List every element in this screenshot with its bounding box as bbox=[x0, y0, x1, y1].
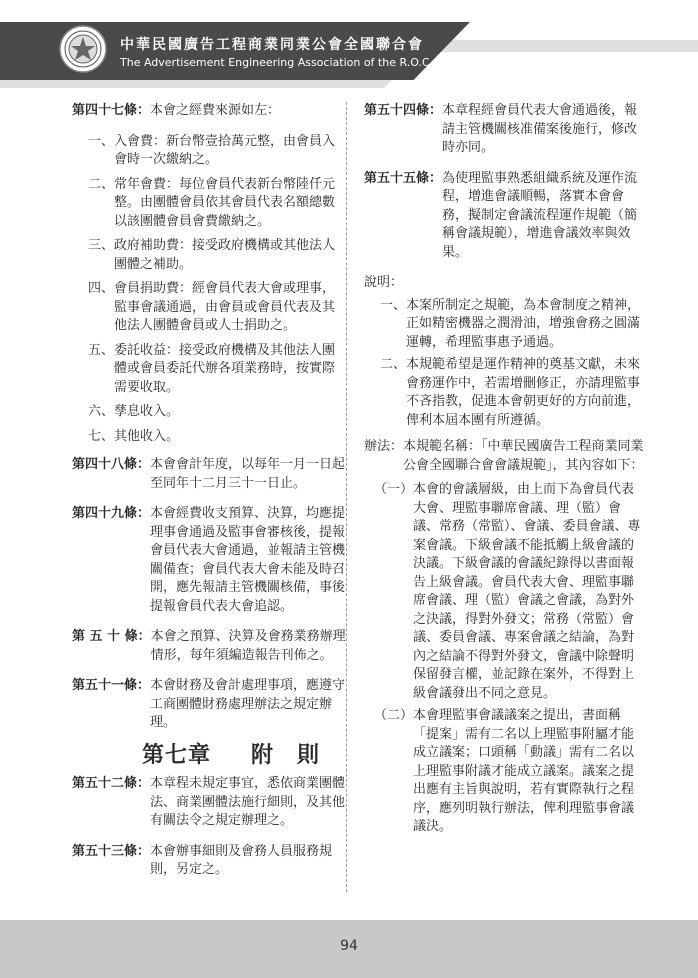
article-title: 第五十四條 bbox=[364, 103, 430, 118]
article-title: 第五十三條 bbox=[72, 843, 138, 859]
article-title: 第四十七條 bbox=[72, 103, 138, 118]
left-column bbox=[72, 102, 348, 892]
chapter-heading bbox=[142, 742, 348, 768]
article-body: 本會財務及會計處理事項，應遵守工商團體財務處理辦法之規定辦理。 bbox=[150, 678, 346, 730]
method-intro: 本規範名稱：「中華民國廣告工程商業同業公會全國聯合會會議規範」，其內容如下： bbox=[403, 439, 644, 473]
article-title: 第四十八條 bbox=[72, 457, 138, 472]
article-body: 為使理監事熟悉組織系統及運作流程，增進會議順暢，落實本會會務，擬制定會議流程運作規範（簡稱會議規範），增進會議效率與效果。 bbox=[442, 170, 638, 260]
chapter-name: 附 則 bbox=[251, 742, 321, 768]
list-item: 五、 委託收益：接受政府機構及其他法人團體或會員委託代辦各項業務時，按實際需要收取。 bbox=[88, 342, 336, 395]
list-item: 一、 入會費：新台幣壹拾萬元整，由會員入會時一次繳納之。 bbox=[88, 133, 336, 167]
list-item: 三、 政府補助費：接受政府機構或其他法人團體之補助。 bbox=[88, 238, 336, 272]
article-body: 本會經費收支預算、決算，均應提理事會通過及監事會審核後，提報會員代表大會通過，並報請主管機關備查；會員代表大會未能及時召開，應先報請主管機關核備，事後提報會員代表大會追認。 bbox=[150, 506, 346, 614]
article-50: 第 五 十 條 ： 本會之預算、決算及會務業務辦理情形，每年須編造報告刊佈之。 bbox=[72, 628, 348, 665]
article-body: 本章程經會員代表大會通過後，報請主管機關核准備案後施行，修改時亦同。 bbox=[442, 103, 638, 155]
right-column bbox=[364, 102, 644, 841]
chapter-number: 第七章 bbox=[142, 742, 212, 768]
list-item: 四、 會員捐助費：經會員代表大會或理事，監事會議通過，由會員或會員代表及其他法人團體會員或人士捐助之。 bbox=[88, 281, 336, 333]
page-number: 94 bbox=[340, 938, 358, 954]
article-body: 本會之預算、決算及會務業務辦理情形，每年須編造報告刊佈之。 bbox=[150, 629, 346, 663]
list-item: 六、 孳息收入。 bbox=[88, 404, 180, 419]
method-heading: 辦法： bbox=[364, 439, 404, 454]
article-54: 第五十四條 ： 本章程經會員代表大會通過後，報請主管機關核准備案後施行，修改時亦同。 bbox=[364, 102, 644, 158]
page-footer bbox=[0, 920, 698, 978]
list-item: 一、 本案所制定之規範，為本會制度之精神，正如精密機器之潤滑油，增強會務之圓滿運轉，希理監事惠予通過。 bbox=[380, 297, 641, 350]
association-name-en: The Advertisement Engineering Association of the R.O.C, bbox=[120, 56, 434, 69]
article-53: 第五十三條 ： 本會辦事細則及會務人員服務規則，另定之。 bbox=[72, 843, 348, 880]
list-item: 二、 本規範希望是運作精神的奠基文獻，未來會務運作中，若需增刪修正，亦請理監事不吝指教，促進本會朝更好的方向前進，俾利本屆本團有所遵循。 bbox=[380, 357, 641, 428]
association-logo-icon bbox=[58, 24, 108, 74]
page-header bbox=[0, 0, 698, 82]
article-49: 第四十九條 ： 本會經費收支預算、決算，均應提理事會通過及監事會審核後，提報會員代表大會通過，並報請主管機關備查；會員代表大會未能及時召開，應先報請主管機關核備，事後提報會員代表大會追認。 bbox=[72, 505, 348, 616]
article-48: 第四十八條 ： 本會會計年度，以每年一月一日起至同年十二月三十一日止。 bbox=[72, 456, 348, 493]
article-51: 第五十一條 ： 本會財務及會計處理事項，應遵守工商團體財務處理辦法之規定辦理。 bbox=[72, 677, 348, 733]
association-name-zh: 中華民國廣告工程商業同業公會全國聯合會 bbox=[120, 37, 424, 53]
article-47-items bbox=[72, 133, 348, 447]
list-item: 七、 其他收入。 bbox=[88, 428, 180, 444]
article-body: 本會辦事細則及會務人員服務規則，另定之。 bbox=[150, 843, 333, 877]
article-title: 第四十九條 bbox=[72, 506, 138, 521]
list-item: （二） 本會理監事會議議案之提出，書面稱「提案」需有二名以上理監事附屬才能成立議案；口頭稱「動議」需有二名以上理監事附議才能成立議案。議案之提出應有主旨與說明，若有實際執行之程序，應列明執行辦法，俾利理監事會議議決。 bbox=[374, 708, 635, 834]
article-title: 第五十五條 bbox=[364, 170, 430, 186]
explanation-heading: 說明： bbox=[364, 275, 404, 290]
article-body: 本章程未規定事宜，悉依商業團體法、商業團體法施行細則，及其他有關法令之規定辦理之。 bbox=[150, 776, 346, 828]
article-title: 第五十二條 bbox=[72, 776, 138, 791]
list-item: （一） 本會的會議層級，由上而下為會員代表大會、理監事聯席會議、理（監）會議、常務（常監）、會議、委員會議、專案會議。下級會議不能抵觸上級會議的決議。下級會議的會議紀錄得以書面報告上級會議。會員代表大會、理監事聯席會議、理（監）會議之會議，為對外之決議，得對外發文；常務（常監）會議、委員會議、專案會議之結論，為對內之結論不得對外發文，會議中除聲明保留發言權，並記錄在案外，不得對上級會議發出不同之意見。 bbox=[374, 482, 641, 701]
list-item: 二、 常年會費：每位會員代表新台幣陸仟元整。由團體會員依其會員代表名額總數以該團體會員會費繳納之。 bbox=[88, 176, 336, 229]
article-title: 第 五 十 條 bbox=[72, 629, 138, 644]
method-section bbox=[364, 438, 644, 475]
article-title: 第五十一條 bbox=[72, 678, 138, 693]
article-body: 本會之經費來源如左： bbox=[150, 103, 281, 118]
article-47: 第四十七條 ： 本會之經費來源如左： bbox=[72, 102, 348, 121]
article-52: 第五十二條 ： 本章程未規定事宜，悉依商業團體法、商業團體法施行細則，及其他有關法令之規定辦理之。 bbox=[72, 775, 348, 831]
article-body: 本會會計年度，以每年一月一日起至同年十二月三十一日止。 bbox=[150, 457, 346, 491]
article-55: 第五十五條 ： 為使理監事熟悉組織系統及運作流程，增進會議順暢，落實本會會務，擬制定會議流程運作規範（簡稱會議規範），增進會議效率與效果。 bbox=[364, 170, 644, 263]
